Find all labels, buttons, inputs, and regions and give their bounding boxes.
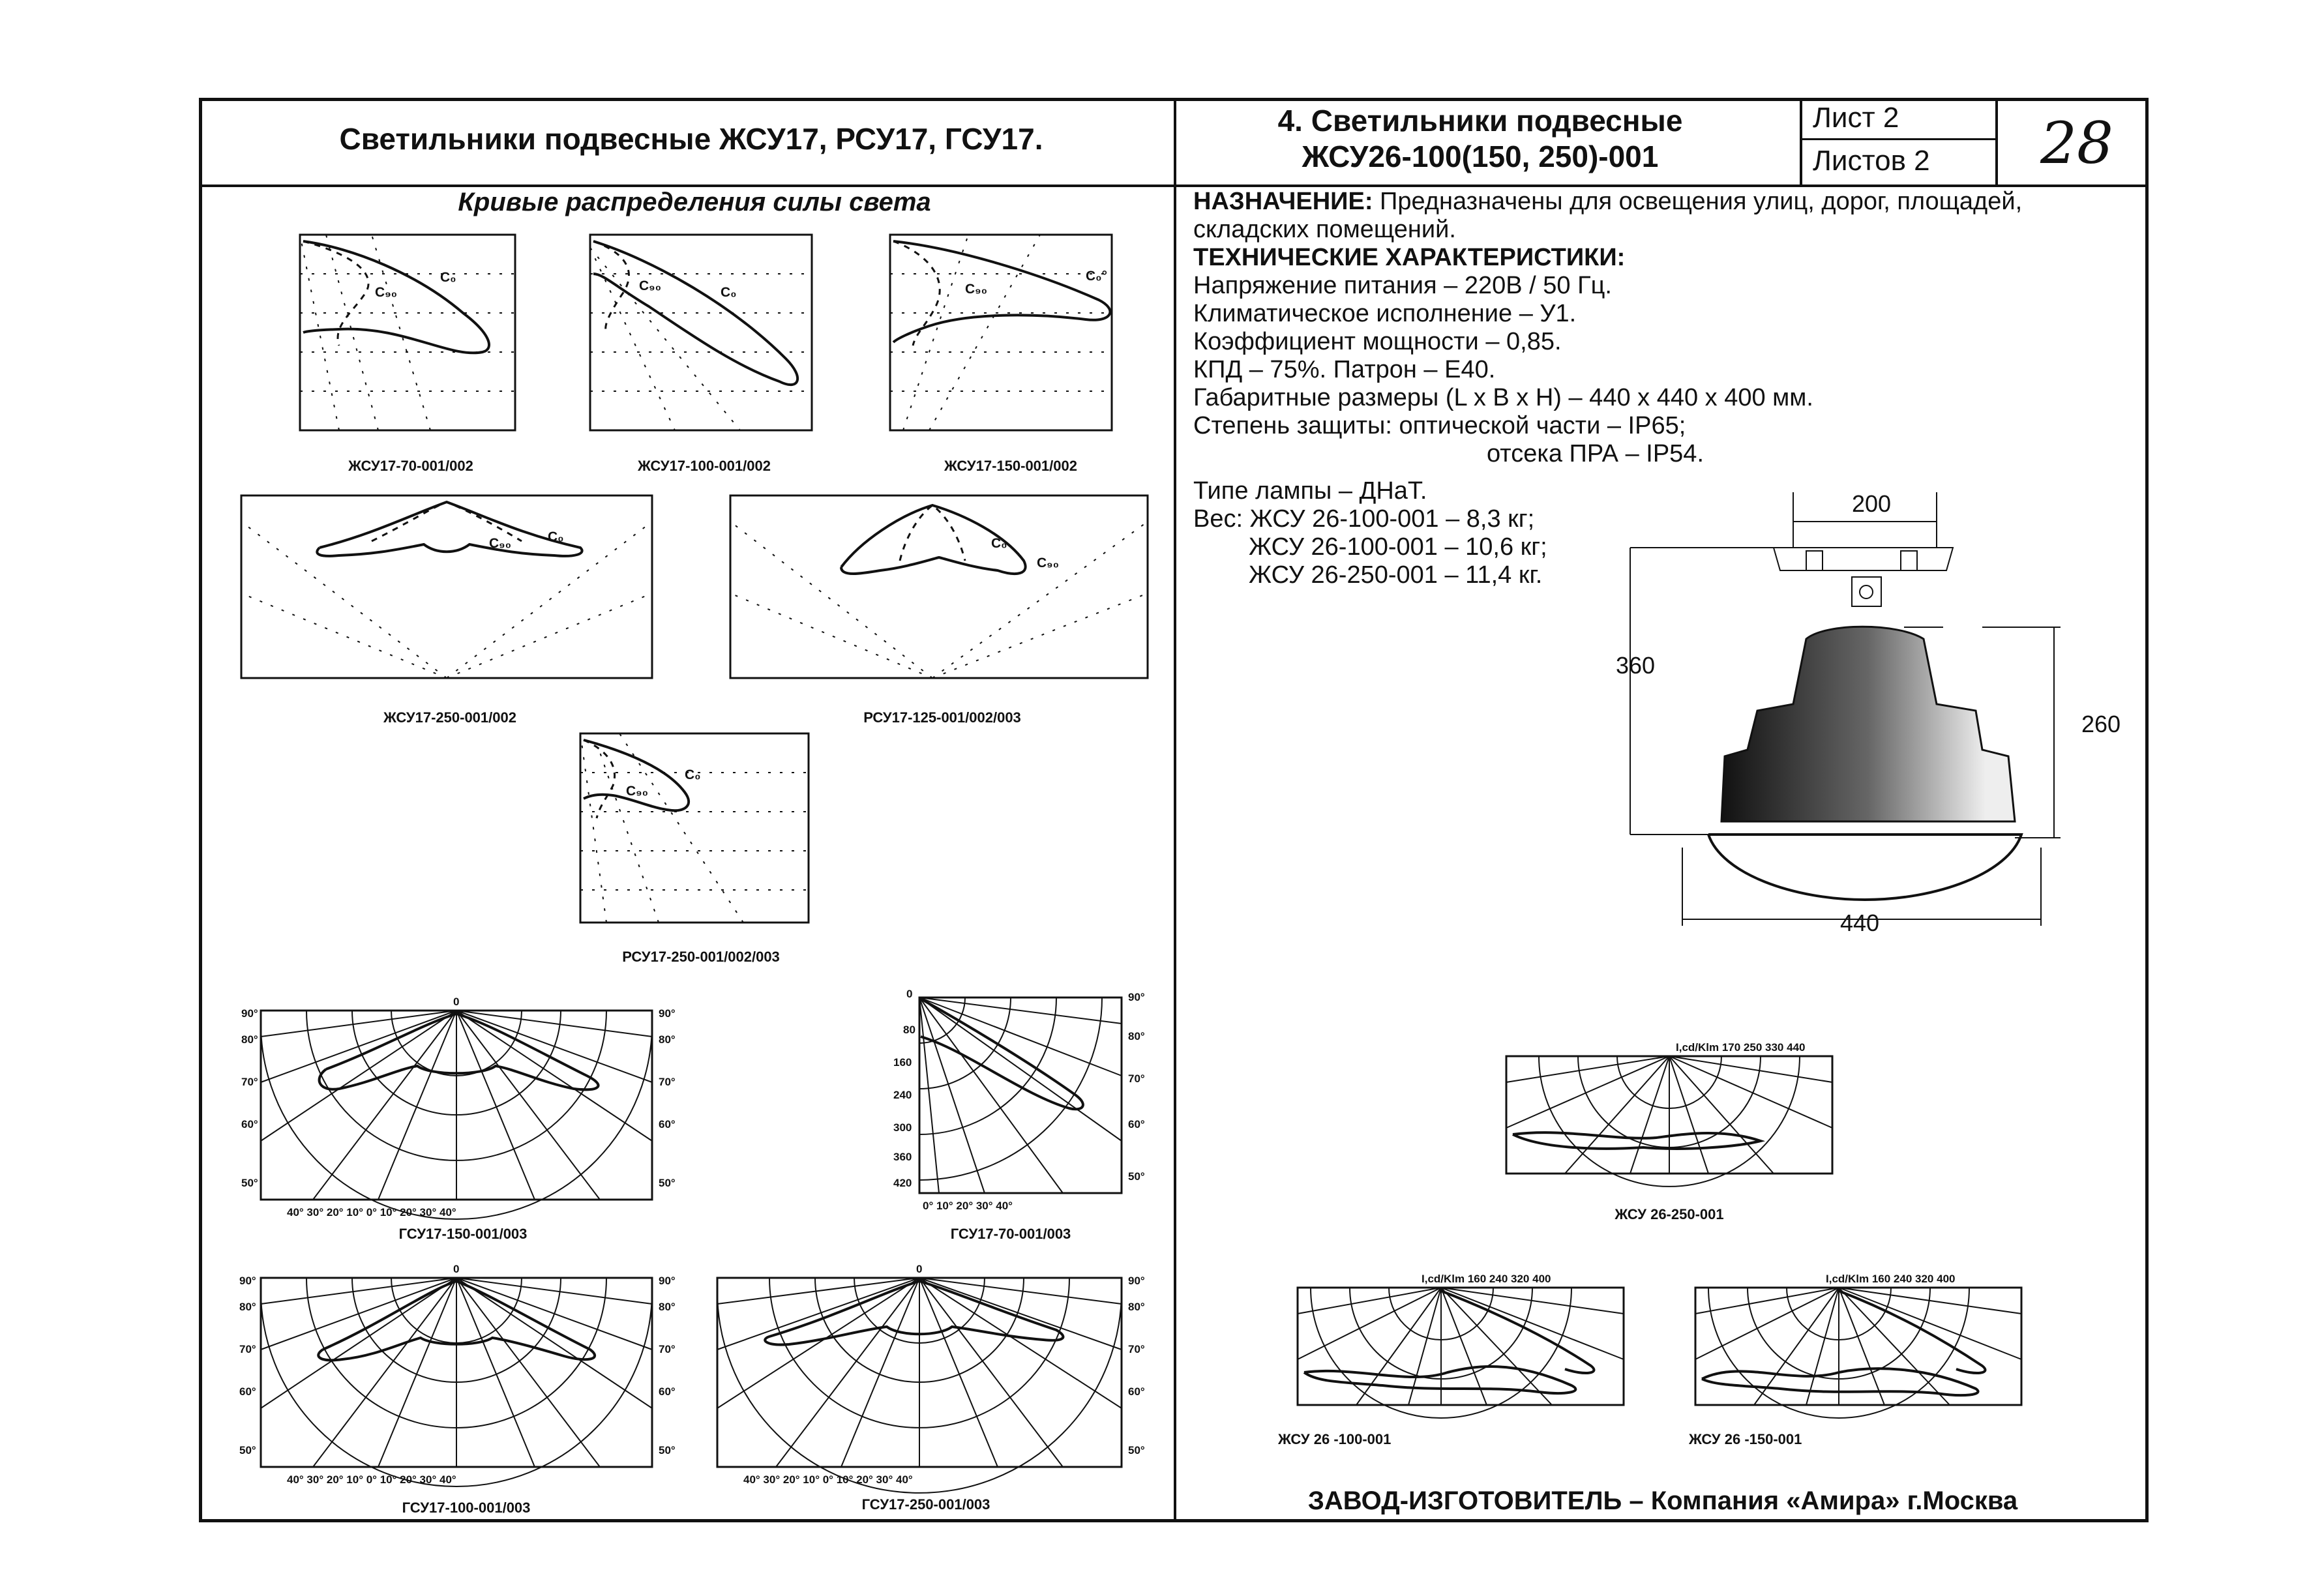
svg-text:80°: 80° [1128, 1030, 1145, 1042]
svg-text:90°: 90° [239, 1275, 256, 1287]
svg-text:50°: 50° [659, 1177, 676, 1189]
diagram-rsu17-125 [730, 495, 1154, 691]
svg-text:60°: 60° [659, 1385, 676, 1398]
svg-text:360: 360 [893, 1151, 912, 1163]
svg-text:C₉₀: C₉₀ [1037, 555, 1060, 570]
caption-zhsu26-100: ЖСУ 26 -100-001 [1278, 1431, 1392, 1447]
svg-text:0: 0 [906, 988, 913, 1000]
sheets-label: Листов 2 [1813, 145, 1930, 177]
caption-rsu17-250: РСУ17-250-001/002/003 [622, 949, 780, 965]
svg-text:0: 0 [453, 996, 460, 1008]
svg-text:40° 30° 20° 10° 0° 10°: 40° 30° 20° 10° 0° 10° 20° 30° 40° [743, 1473, 913, 1486]
document-title: Светильники подвесные ЖСУ17, РСУ17, ГСУ17. [339, 122, 1043, 156]
svg-text:90°: 90° [659, 1275, 676, 1287]
sheet-label: Лист 2 [1813, 102, 1899, 134]
svg-text:70°: 70° [659, 1343, 676, 1355]
spec-efficiency: КПД – 75%. Патрон – Е40. [1193, 356, 1496, 383]
svg-text:C₀: C₀ [685, 767, 701, 782]
svg-text:90°: 90° [659, 1007, 676, 1020]
diagram-gsu17-250 [691, 1265, 1161, 1486]
section-title-line2: ЖСУ26-100(150, 250)-001 [1302, 140, 1659, 173]
svg-text:50°: 50° [239, 1444, 256, 1456]
svg-text:160: 160 [893, 1056, 912, 1069]
caption-zhsu17-150: ЖСУ17-150-001/002 [944, 458, 1077, 474]
svg-text:60°: 60° [241, 1118, 258, 1130]
svg-text:70°: 70° [1128, 1343, 1145, 1355]
svg-text:I,cd/Klm 160 240 320: I,cd/Klm 160 240 320 400 [1826, 1273, 1956, 1285]
caption-gsu17-70: ГСУ17-70-001/003 [950, 1226, 1071, 1242]
diagram-zhsu17-150 [890, 235, 1131, 443]
divider-header [199, 185, 2149, 187]
svg-text:50°: 50° [241, 1177, 258, 1189]
svg-text:C₀: C₀ [548, 529, 564, 544]
manufacturer: ЗАВОД-ИЗГОТОВИТЕЛЬ – Компания «Амира» г.Москва [1307, 1486, 2018, 1515]
left-section-title: Кривые распределения силы света [458, 188, 931, 216]
svg-text:80°: 80° [1128, 1301, 1145, 1313]
svg-text:60°: 60° [659, 1118, 676, 1130]
divider-vertical-main [1174, 98, 1176, 1522]
diagram-rsu17-250 [580, 733, 822, 936]
svg-text:C₉₀: C₉₀ [489, 536, 512, 551]
svg-text:50°: 50° [659, 1444, 676, 1456]
svg-text:90°: 90° [1128, 1275, 1145, 1287]
svg-text:C₀: C₀ [991, 536, 1007, 551]
purpose-line-2: складских помещений. [1193, 216, 1456, 243]
svg-text:C₀: C₀ [440, 270, 456, 285]
svg-text:240: 240 [893, 1089, 912, 1101]
luminaire-drawing [1591, 482, 2113, 952]
purpose-text: Предназначены для освещения улиц, дорог, площадей, [1373, 188, 2023, 215]
diagram-zhsu17-70 [300, 235, 522, 443]
svg-text:60°: 60° [239, 1385, 256, 1398]
caption-zhsu17-100: ЖСУ17-100-001/002 [638, 458, 771, 474]
caption-gsu17-100: ГСУ17-100-001/003 [402, 1500, 531, 1516]
caption-zhsu17-250: ЖСУ17-250-001/002 [383, 709, 516, 726]
svg-text:I,cd/Klm 160 240 320: I,cd/Klm 160 240 320 400 [1421, 1273, 1551, 1285]
page-number: 28 [2040, 110, 2113, 177]
divider-vertical-pageno [1995, 98, 1998, 186]
purpose-label: НАЗНАЧЕНИЕ: [1193, 188, 1373, 215]
lamp-type: Типе лампы – ДНаТ. [1193, 477, 1427, 505]
svg-text:0: 0 [916, 1263, 923, 1275]
section-title-block [1180, 103, 1780, 175]
svg-text:0° 10° 20° 30° 40°: 0° 10° 20° 30° 40° [923, 1200, 1013, 1212]
diagram-gsu17-150 [235, 998, 691, 1219]
svg-text:40° 30° 20° 10° 0° 10°: 40° 30° 20° 10° 0° 10° 20° 30° 40° [287, 1473, 456, 1486]
dim-body-height: 260 [2081, 711, 2121, 737]
svg-text:50°: 50° [1128, 1444, 1145, 1456]
svg-text:50°: 50° [1128, 1170, 1145, 1183]
dim-total-height: 360 [1616, 652, 1656, 679]
svg-text:300: 300 [893, 1121, 912, 1134]
svg-text:C₉₀: C₉₀ [375, 285, 398, 300]
svg-text:90°: 90° [1128, 991, 1145, 1003]
caption-zhsu17-70: ЖСУ17-70-001/002 [348, 458, 473, 474]
spec-protection: Степень защиты: оптической части – IP65; [1193, 412, 1686, 439]
caption-zhsu26-150: ЖСУ 26 -150-001 [1689, 1431, 1802, 1447]
svg-text:80°: 80° [239, 1301, 256, 1313]
section-title-line1: 4. Светильники подвесные [1277, 104, 1683, 138]
svg-text:C₉₀: C₉₀ [965, 282, 988, 297]
spec-protection-cont: отсека ПРА – IP54. [1487, 440, 1704, 467]
svg-text:80°: 80° [241, 1033, 258, 1046]
diagram-zhsu17-250 [241, 495, 659, 691]
svg-text:70°: 70° [239, 1343, 256, 1355]
diagram-zhsu26-100 [1278, 1275, 1643, 1438]
svg-text:70°: 70° [659, 1076, 676, 1088]
caption-rsu17-125: РСУ17-125-001/002/003 [863, 709, 1021, 726]
divider-vertical-sheet [1800, 98, 1802, 186]
svg-text:C₀: C₀ [721, 285, 737, 300]
diagram-zhsu17-100 [590, 235, 818, 443]
svg-text:60°: 60° [1128, 1118, 1145, 1130]
tech-title: ТЕХНИЧЕСКИЕ ХАРАКТЕРИСТИКИ: [1193, 244, 1626, 271]
svg-text:C₀°: C₀° [1086, 269, 1108, 284]
svg-text:90°: 90° [241, 1007, 258, 1020]
spec-power-factor: Коэффициент мощности – 0,85. [1193, 328, 1562, 355]
svg-text:80°: 80° [659, 1033, 676, 1046]
svg-text:40° 30° 20° 10° 0° 10°: 40° 30° 20° 10° 0° 10° 20° 30° 40° [287, 1206, 456, 1219]
svg-text:I,cd/Klm 170 250 330: I,cd/Klm 170 250 330 440 [1676, 1041, 1806, 1054]
weight-2: ЖСУ 26-100-001 – 10,6 кг; [1249, 533, 1547, 561]
diagram-gsu17-70 [867, 984, 1154, 1219]
svg-text:C₉₀: C₉₀ [639, 278, 662, 293]
caption-gsu17-250: ГСУ17-250-001/003 [861, 1496, 990, 1513]
caption-gsu17-150: ГСУ17-150-001/003 [398, 1226, 528, 1242]
svg-text:70°: 70° [241, 1076, 258, 1088]
purpose-line [1193, 188, 2132, 216]
spec-climate: Климатическое исполнение – У1. [1193, 300, 1577, 327]
spec-voltage: Напряжение питания – 220В / 50 Гц. [1193, 272, 1612, 299]
caption-zhsu26-250: ЖСУ 26-250-001 [1615, 1206, 1724, 1222]
diagram-gsu17-100 [231, 1265, 701, 1486]
weight-1: Вес: ЖСУ 26-100-001 – 8,3 кг; [1193, 505, 1535, 533]
divider-sheet-row [1800, 138, 1995, 140]
svg-text:C₉₀: C₉₀ [626, 784, 649, 799]
dim-width: 440 [1840, 909, 1880, 936]
svg-text:80°: 80° [659, 1301, 676, 1313]
svg-text:80: 80 [903, 1024, 915, 1036]
spec-dimensions: Габаритные размеры (L x B x H) – 440 x 440 x 400 мм. [1193, 384, 1813, 411]
weight-3: ЖСУ 26-250-001 – 11,4 кг. [1249, 561, 1543, 589]
diagram-zhsu26-150 [1676, 1275, 2041, 1438]
dim-top-width: 200 [1852, 490, 1892, 517]
svg-text:70°: 70° [1128, 1072, 1145, 1085]
svg-text:0: 0 [453, 1263, 460, 1275]
svg-text:60°: 60° [1128, 1385, 1145, 1398]
svg-text:420: 420 [893, 1177, 912, 1189]
diagram-zhsu26-250 [1487, 1043, 1852, 1206]
